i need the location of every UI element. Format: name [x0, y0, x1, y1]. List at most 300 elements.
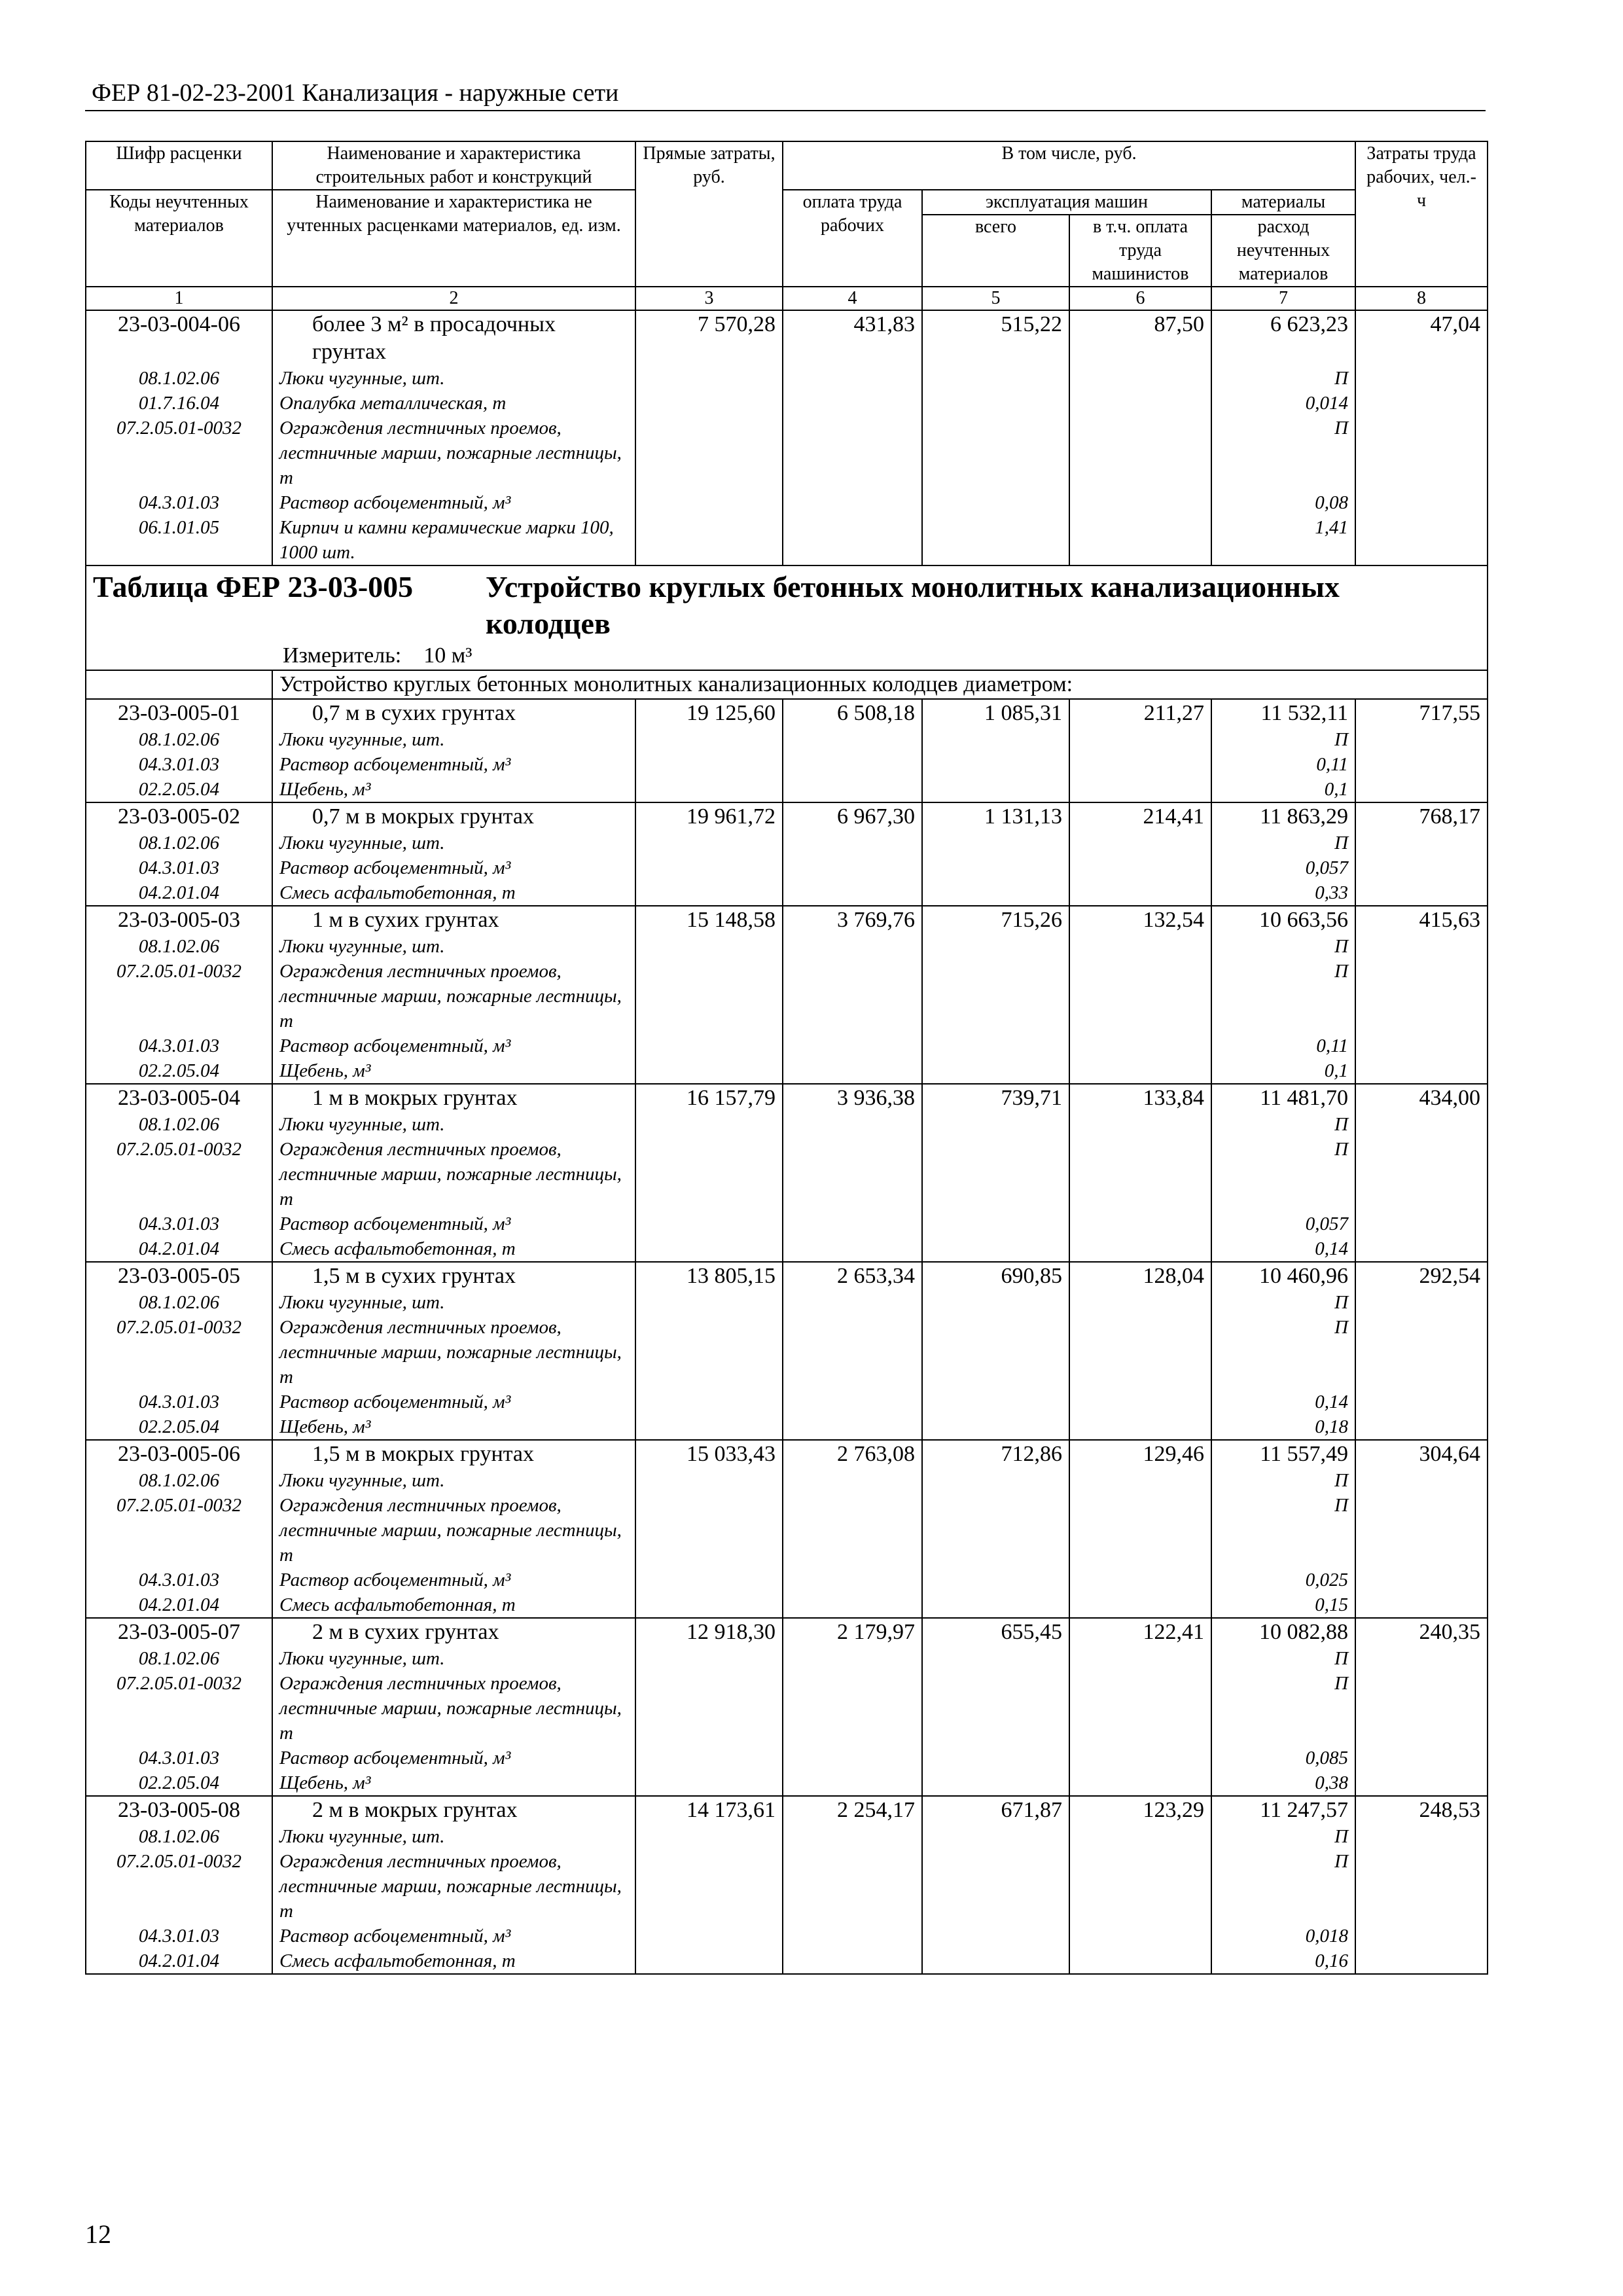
empty-cell — [922, 1671, 1069, 1746]
machinist-pay: 123,29 — [1069, 1796, 1211, 1824]
empty-cell — [635, 934, 783, 959]
rate-code: 23-03-005-03 — [86, 906, 272, 934]
empty-cell — [1069, 1671, 1211, 1746]
direct-costs: 14 173,61 — [635, 1796, 783, 1824]
empty-cell — [922, 727, 1069, 752]
material-code: 02.2.05.04 — [86, 1414, 272, 1440]
empty-cell — [635, 959, 783, 1033]
empty-cell — [922, 1468, 1069, 1493]
empty-cell — [1355, 1671, 1488, 1746]
empty-cell — [783, 1770, 922, 1796]
empty-cell — [635, 1568, 783, 1592]
table-title — [86, 565, 1488, 642]
rate-code: 23-03-005-02 — [86, 802, 272, 831]
material-code: 04.3.01.03 — [86, 490, 272, 515]
empty-cell — [1355, 490, 1488, 515]
empty-cell — [783, 777, 922, 802]
empty-cell — [783, 366, 922, 391]
material-name: Раствор асбоцементный, м³ — [272, 1568, 635, 1592]
materials-cost: 11 557,49 — [1211, 1440, 1355, 1468]
material-name: Люки чугунные, шт. — [272, 366, 635, 391]
material-code: 08.1.02.06 — [86, 1824, 272, 1849]
rate-code: 23-03-004-06 — [86, 310, 272, 366]
work-name: 1 м в сухих грунтах — [272, 906, 635, 934]
empty-cell — [635, 1849, 783, 1924]
empty-cell — [783, 1849, 922, 1924]
table-caption: Устройство круглых бетонных монолитных канализационных колодцев — [486, 570, 1340, 640]
empty-cell — [783, 831, 922, 855]
empty-cell — [1069, 1568, 1211, 1592]
empty-cell — [922, 1592, 1069, 1618]
material-quantity: 0,1 — [1211, 1058, 1355, 1084]
empty-cell — [1355, 1948, 1488, 1974]
labor-pay: 2 653,34 — [783, 1262, 922, 1290]
work-name: 2 м в сухих грунтах — [272, 1618, 635, 1646]
machinist-pay: 132,54 — [1069, 906, 1211, 934]
material-code: 08.1.02.06 — [86, 831, 272, 855]
material-quantity: П — [1211, 1290, 1355, 1315]
material-code: 04.2.01.04 — [86, 1948, 272, 1974]
material-code: 04.3.01.03 — [86, 1924, 272, 1948]
empty-cell — [635, 831, 783, 855]
material-quantity: 0,1 — [1211, 777, 1355, 802]
empty-cell — [783, 1211, 922, 1236]
empty-cell — [1355, 416, 1488, 490]
empty-cell — [1069, 366, 1211, 391]
material-name: Опалубка металлическая, т — [272, 391, 635, 416]
labor-pay: 2 179,97 — [783, 1618, 922, 1646]
empty-cell — [1069, 880, 1211, 906]
measure-value: 10 м³ — [423, 643, 473, 668]
material-quantity: 0,025 — [1211, 1568, 1355, 1592]
empty-cell — [1069, 1493, 1211, 1568]
material-row — [86, 1592, 1488, 1618]
empty-cell — [783, 1112, 922, 1137]
page-number: 12 — [85, 2219, 111, 2249]
machines-total: 671,87 — [922, 1796, 1069, 1824]
material-code: 04.2.01.04 — [86, 1236, 272, 1262]
col-machinist-pay-header: в т.ч. оплата труда машинистов — [1069, 215, 1211, 287]
materials-cost: 10 663,56 — [1211, 906, 1355, 934]
empty-cell — [922, 855, 1069, 880]
empty-cell — [635, 391, 783, 416]
machines-total: 1 085,31 — [922, 699, 1069, 727]
rate-row — [86, 1796, 1488, 1824]
empty-cell — [635, 1948, 783, 1974]
material-name: Раствор асбоцементный, м³ — [272, 752, 635, 777]
material-name: Щебень, м³ — [272, 777, 635, 802]
labor-hours: 240,35 — [1355, 1618, 1488, 1646]
empty-cell — [922, 1948, 1069, 1974]
empty-cell — [783, 1948, 922, 1974]
rates-table — [85, 141, 1488, 1975]
material-row — [86, 1746, 1488, 1770]
material-code: 04.2.01.04 — [86, 1592, 272, 1618]
material-row — [86, 1948, 1488, 1974]
material-row — [86, 727, 1488, 752]
column-number: 5 — [922, 287, 1069, 310]
empty-cell — [1355, 1493, 1488, 1568]
empty-cell — [922, 391, 1069, 416]
empty-cell — [922, 366, 1069, 391]
empty-cell — [1069, 855, 1211, 880]
empty-cell — [922, 1315, 1069, 1390]
empty-cell — [783, 1290, 922, 1315]
running-header: ФЕР 81-02-23-2001 Канализация - наружные сети — [92, 79, 619, 107]
empty-cell — [783, 1746, 922, 1770]
col-material-codes-header: Коды неучтенных материалов — [86, 190, 272, 287]
group-title: Устройство круглых бетонных монолитных канализационных колодцев диаметром: — [272, 670, 1488, 699]
material-code: 07.2.05.01-0032 — [86, 1671, 272, 1746]
material-quantity: П — [1211, 1137, 1355, 1211]
empty-cell — [783, 1468, 922, 1493]
empty-cell — [922, 1058, 1069, 1084]
col-machines-header: эксплуатация машин — [922, 190, 1211, 215]
materials-cost: 6 623,23 — [1211, 310, 1355, 366]
material-row — [86, 959, 1488, 1033]
direct-costs: 13 805,15 — [635, 1262, 783, 1290]
empty-cell — [783, 1137, 922, 1211]
empty-cell — [1355, 777, 1488, 802]
rate-code: 23-03-005-07 — [86, 1618, 272, 1646]
material-code: 04.3.01.03 — [86, 1568, 272, 1592]
empty-cell — [635, 1033, 783, 1058]
empty-cell — [783, 1390, 922, 1414]
labor-hours: 304,64 — [1355, 1440, 1488, 1468]
empty-cell — [1069, 934, 1211, 959]
rate-code: 23-03-005-08 — [86, 1796, 272, 1824]
empty-cell — [1355, 1770, 1488, 1796]
col-materials-header: материалы — [1211, 190, 1355, 215]
labor-hours: 434,00 — [1355, 1084, 1488, 1112]
col-including-header: В том числе, руб. — [783, 141, 1355, 190]
labor-hours: 415,63 — [1355, 906, 1488, 934]
empty-cell — [922, 1824, 1069, 1849]
col-machines-total-header: всего — [922, 215, 1069, 287]
empty-cell — [1355, 880, 1488, 906]
empty-cell — [922, 959, 1069, 1033]
empty-cell — [922, 1211, 1069, 1236]
material-name: Раствор асбоцементный, м³ — [272, 1033, 635, 1058]
empty-cell — [783, 490, 922, 515]
top-items-body — [86, 310, 1488, 565]
material-code: 04.3.01.03 — [86, 1746, 272, 1770]
empty-cell — [922, 1290, 1069, 1315]
labor-hours: 248,53 — [1355, 1796, 1488, 1824]
empty-cell — [922, 831, 1069, 855]
material-quantity: 0,018 — [1211, 1924, 1355, 1948]
empty-cell — [1069, 1924, 1211, 1948]
material-code: 04.3.01.03 — [86, 1211, 272, 1236]
material-name: Раствор асбоцементный, м³ — [272, 855, 635, 880]
material-quantity: 0,18 — [1211, 1414, 1355, 1440]
material-name: Люки чугунные, шт. — [272, 1468, 635, 1493]
rate-code: 23-03-005-05 — [86, 1262, 272, 1290]
material-quantity: 0,38 — [1211, 1770, 1355, 1796]
material-quantity: 0,057 — [1211, 855, 1355, 880]
empty-cell — [1069, 1948, 1211, 1974]
empty-cell — [635, 1671, 783, 1746]
material-name: Люки чугунные, шт. — [272, 1112, 635, 1137]
empty-cell — [783, 1493, 922, 1568]
empty-cell — [1069, 1414, 1211, 1440]
empty-cell — [783, 1646, 922, 1671]
machinist-pay: 129,46 — [1069, 1440, 1211, 1468]
material-row — [86, 366, 1488, 391]
machinist-pay: 211,27 — [1069, 699, 1211, 727]
material-name: Ограждения лестничных проемов, лестничные марши, пожарные лестницы, т — [272, 1315, 635, 1390]
material-name: Ограждения лестничных проемов, лестничные марши, пожарные лестницы, т — [272, 1137, 635, 1211]
material-row — [86, 831, 1488, 855]
empty-cell — [1069, 1849, 1211, 1924]
material-quantity: П — [1211, 1849, 1355, 1924]
direct-costs: 7 570,28 — [635, 310, 783, 366]
material-row — [86, 855, 1488, 880]
material-quantity: 0,085 — [1211, 1746, 1355, 1770]
material-name: Ограждения лестничных проемов, лестничные марши, пожарные лестницы, т — [272, 1849, 635, 1924]
labor-pay: 3 769,76 — [783, 906, 922, 934]
direct-costs: 15 148,58 — [635, 906, 783, 934]
machinist-pay: 122,41 — [1069, 1618, 1211, 1646]
rate-row — [86, 699, 1488, 727]
empty-cell — [1069, 1137, 1211, 1211]
material-name: Щебень, м³ — [272, 1770, 635, 1796]
materials-cost: 11 532,11 — [1211, 699, 1355, 727]
material-code: 07.2.05.01-0032 — [86, 1849, 272, 1924]
empty-cell — [635, 1236, 783, 1262]
empty-cell — [1069, 1290, 1211, 1315]
empty-cell — [635, 1493, 783, 1568]
empty-cell — [635, 1824, 783, 1849]
rate-row — [86, 802, 1488, 831]
empty-cell — [922, 1746, 1069, 1770]
empty-cell — [1069, 1211, 1211, 1236]
work-name: 0,7 м в сухих грунтах — [272, 699, 635, 727]
material-name: Раствор асбоцементный, м³ — [272, 1390, 635, 1414]
empty-cell — [783, 1671, 922, 1746]
empty-cell — [1069, 959, 1211, 1033]
empty-cell — [1069, 727, 1211, 752]
empty-cell — [635, 777, 783, 802]
empty-cell — [1069, 752, 1211, 777]
rate-row — [86, 1440, 1488, 1468]
column-number: 3 — [635, 287, 783, 310]
empty-cell — [922, 1236, 1069, 1262]
direct-costs: 19 961,72 — [635, 802, 783, 831]
material-name: Смесь асфальтобетонная, т — [272, 880, 635, 906]
empty-cell — [1355, 1592, 1488, 1618]
material-row — [86, 1770, 1488, 1796]
rate-row — [86, 1618, 1488, 1646]
empty-cell — [635, 515, 783, 565]
material-name: Люки чугунные, шт. — [272, 934, 635, 959]
group-title-spacer — [86, 670, 272, 699]
empty-cell — [1355, 1824, 1488, 1849]
work-name: 0,7 м в мокрых грунтах — [272, 802, 635, 831]
material-quantity: П — [1211, 416, 1355, 490]
material-quantity: П — [1211, 1468, 1355, 1493]
direct-costs: 19 125,60 — [635, 699, 783, 727]
empty-cell — [922, 416, 1069, 490]
empty-cell — [1355, 1568, 1488, 1592]
material-row — [86, 934, 1488, 959]
empty-cell — [1355, 1112, 1488, 1137]
material-row — [86, 1414, 1488, 1440]
empty-cell — [922, 1646, 1069, 1671]
material-quantity: 0,15 — [1211, 1592, 1355, 1618]
material-name: Люки чугунные, шт. — [272, 727, 635, 752]
empty-cell — [635, 1414, 783, 1440]
rate-code: 23-03-005-04 — [86, 1084, 272, 1112]
materials-cost: 11 481,70 — [1211, 1084, 1355, 1112]
empty-cell — [1355, 959, 1488, 1033]
materials-cost: 10 082,88 — [1211, 1618, 1355, 1646]
material-code: 08.1.02.06 — [86, 1290, 272, 1315]
empty-cell — [635, 1390, 783, 1414]
empty-cell — [922, 1033, 1069, 1058]
empty-cell — [1355, 727, 1488, 752]
material-name: Люки чугунные, шт. — [272, 1646, 635, 1671]
material-row — [86, 1849, 1488, 1924]
material-quantity: П — [1211, 1315, 1355, 1390]
material-quantity: П — [1211, 959, 1355, 1033]
empty-cell — [1069, 1058, 1211, 1084]
material-name: Щебень, м³ — [272, 1414, 635, 1440]
empty-cell — [783, 416, 922, 490]
empty-cell — [635, 1211, 783, 1236]
material-name: Раствор асбоцементный, м³ — [272, 1746, 635, 1770]
material-code: 08.1.02.06 — [86, 727, 272, 752]
rate-row — [86, 1084, 1488, 1112]
empty-cell — [922, 752, 1069, 777]
work-name: 1,5 м в сухих грунтах — [272, 1262, 635, 1290]
measure-label: Измеритель: — [283, 643, 402, 668]
material-name: Ограждения лестничных проемов, лестничные марши, пожарные лестницы, т — [272, 1493, 635, 1568]
empty-cell — [635, 727, 783, 752]
table-number: Таблица ФЕР 23-03-005 — [93, 570, 414, 603]
labor-hours: 292,54 — [1355, 1262, 1488, 1290]
group-title-row — [86, 670, 1488, 699]
empty-cell — [1355, 1414, 1488, 1440]
measure-unit — [86, 642, 1488, 670]
material-quantity: П — [1211, 831, 1355, 855]
labor-hours: 47,04 — [1355, 310, 1488, 366]
direct-costs: 15 033,43 — [635, 1440, 783, 1468]
material-row — [86, 1390, 1488, 1414]
material-row — [86, 1058, 1488, 1084]
empty-cell — [1069, 1468, 1211, 1493]
material-row — [86, 777, 1488, 802]
empty-cell — [1355, 1236, 1488, 1262]
empty-cell — [1069, 515, 1211, 565]
empty-cell — [635, 752, 783, 777]
col-labor-pay-header: оплата труда рабочих — [783, 190, 922, 287]
table-title-row — [86, 565, 1488, 642]
labor-hours: 717,55 — [1355, 699, 1488, 727]
material-code: 01.7.16.04 — [86, 391, 272, 416]
empty-cell — [1355, 1849, 1488, 1924]
empty-cell — [635, 1315, 783, 1390]
empty-cell — [635, 1646, 783, 1671]
material-quantity: П — [1211, 1493, 1355, 1568]
material-quantity: 1,41 — [1211, 515, 1355, 565]
material-code: 07.2.05.01-0032 — [86, 416, 272, 490]
work-name: более 3 м² в просадочных грунтах — [272, 310, 635, 366]
empty-cell — [783, 1236, 922, 1262]
empty-cell — [922, 777, 1069, 802]
machines-total: 515,22 — [922, 310, 1069, 366]
empty-cell — [635, 1592, 783, 1618]
material-code: 08.1.02.06 — [86, 1468, 272, 1493]
empty-cell — [1355, 1033, 1488, 1058]
col-labor-hours-header: Затраты труда рабочих, чел.-ч — [1355, 141, 1488, 287]
col-material-names-header: Наименование и характеристика не учтенных расценками материалов, ед. изм. — [272, 190, 635, 287]
empty-cell — [922, 1414, 1069, 1440]
empty-cell — [1355, 1468, 1488, 1493]
empty-cell — [922, 1493, 1069, 1568]
empty-cell — [922, 1924, 1069, 1948]
material-row — [86, 1824, 1488, 1849]
empty-cell — [1069, 1236, 1211, 1262]
empty-cell — [635, 1924, 783, 1948]
material-code: 04.3.01.03 — [86, 855, 272, 880]
material-row — [86, 1236, 1488, 1262]
col-work-name-header: Наименование и характеристика строительных работ и конструкций — [272, 141, 635, 190]
column-number: 4 — [783, 287, 922, 310]
empty-cell — [1069, 1592, 1211, 1618]
labor-pay: 3 936,38 — [783, 1084, 922, 1112]
empty-cell — [922, 1568, 1069, 1592]
empty-cell — [1069, 1646, 1211, 1671]
material-name: Раствор асбоцементный, м³ — [272, 490, 635, 515]
empty-cell — [922, 490, 1069, 515]
table-title-body — [86, 565, 1488, 699]
empty-cell — [635, 1770, 783, 1796]
material-quantity: 0,33 — [1211, 880, 1355, 906]
material-quantity: 0,11 — [1211, 1033, 1355, 1058]
material-code: 06.1.01.05 — [86, 515, 272, 565]
measure-row — [86, 642, 1488, 670]
empty-cell — [1069, 490, 1211, 515]
empty-cell — [783, 880, 922, 906]
material-quantity: 0,14 — [1211, 1390, 1355, 1414]
empty-cell — [635, 416, 783, 490]
empty-cell — [1069, 1315, 1211, 1390]
rate-row — [86, 310, 1488, 366]
empty-cell — [922, 880, 1069, 906]
material-name: Смесь асфальтобетонная, т — [272, 1236, 635, 1262]
material-name: Смесь асфальтобетонная, т — [272, 1948, 635, 1974]
empty-cell — [1355, 366, 1488, 391]
materials-cost: 10 460,96 — [1211, 1262, 1355, 1290]
empty-cell — [1355, 515, 1488, 565]
rate-code: 23-03-005-06 — [86, 1440, 272, 1468]
empty-cell — [1069, 1112, 1211, 1137]
empty-cell — [1355, 1646, 1488, 1671]
material-code: 08.1.02.06 — [86, 934, 272, 959]
work-name: 2 м в мокрых грунтах — [272, 1796, 635, 1824]
material-row — [86, 1315, 1488, 1390]
labor-pay: 6 967,30 — [783, 802, 922, 831]
empty-cell — [635, 1137, 783, 1211]
material-code: 02.2.05.04 — [86, 1770, 272, 1796]
empty-cell — [783, 727, 922, 752]
empty-cell — [635, 1468, 783, 1493]
material-code: 02.2.05.04 — [86, 777, 272, 802]
machines-total: 712,86 — [922, 1440, 1069, 1468]
materials-cost: 11 863,29 — [1211, 802, 1355, 831]
column-number: 2 — [272, 287, 635, 310]
